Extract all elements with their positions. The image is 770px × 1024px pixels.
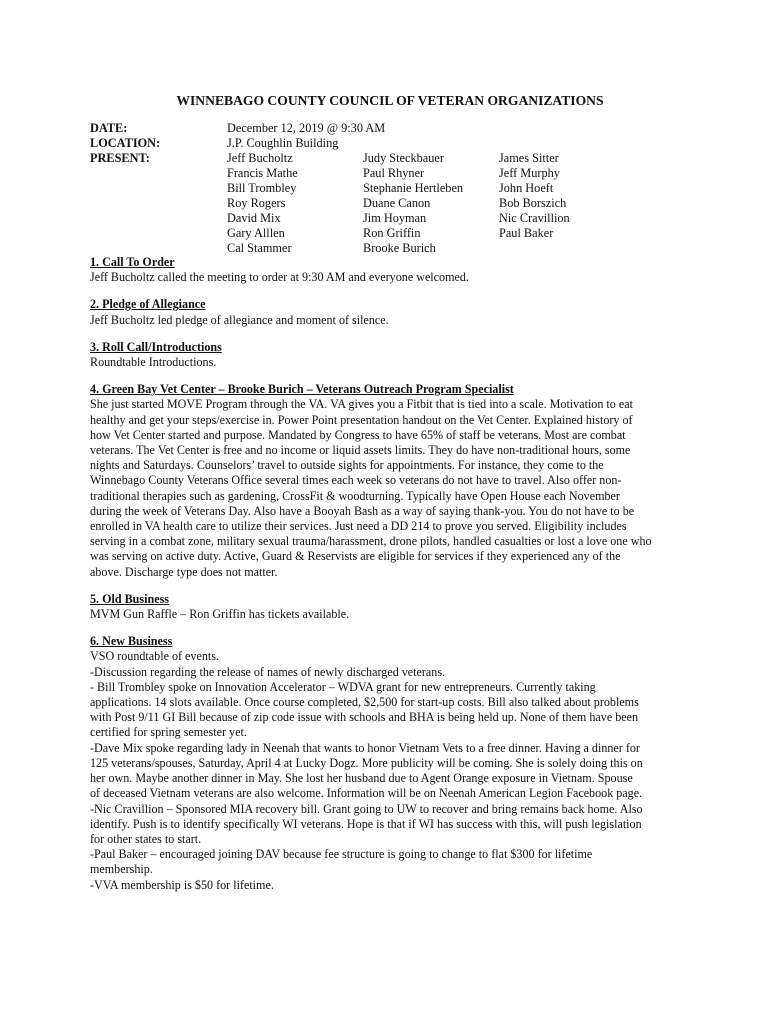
section-text-line: of deceased Vietnam veterans are also welcome. Information will be on Neenah American Legion Facebook page. bbox=[90, 786, 643, 801]
section-text-line: during the week of Veterans Day. Also have a Booyah Bash as a way of saying thank-you. You do not have to be bbox=[90, 503, 635, 518]
agenda-section bbox=[90, 634, 690, 892]
attendee-name: David Mix bbox=[227, 211, 281, 225]
section-text-line: her own. Maybe another dinner in May. She lost her husband due to Agent Orange exposure in Vietnam. Spouse bbox=[90, 771, 633, 786]
minutes-body bbox=[90, 255, 690, 893]
section-text-line: was serving on active duty. Active, Guard & Reservists are eligible for services if they experienced any of the bbox=[90, 549, 621, 564]
section-text-line: Roundtable Introductions. bbox=[90, 355, 217, 370]
agenda-section bbox=[90, 340, 690, 370]
attendee-name: Gary Alllen bbox=[227, 226, 285, 240]
section-heading: 4. Green Bay Vet Center – Brooke Burich – Veterans Outreach Program Specialist bbox=[90, 382, 514, 397]
attendees-column-3 bbox=[499, 151, 570, 241]
section-text-line: serving in a combat zone, military sexual trauma/harassment, drone pilots, handled casualties or lost a love one who bbox=[90, 534, 652, 549]
section-heading: 5. Old Business bbox=[90, 591, 169, 606]
section-text-line: Jeff Bucholtz called the meeting to order at 9:30 AM and everyone welcomed. bbox=[90, 270, 469, 285]
section-text-line: -VVA membership is $50 for lifetime. bbox=[90, 877, 274, 892]
section-text-line: VSO roundtable of events. bbox=[90, 649, 219, 664]
section-text-line: membership. bbox=[90, 862, 153, 877]
section-text-line: with Post 9/11 GI Bill because of zip code issue with schools and BHA is being held up. None of them have been bbox=[90, 710, 639, 725]
attendee-name: Nic Cravillion bbox=[499, 211, 570, 225]
section-text-line: applications. 14 slots available. Once course completed, $2,500 for start-up costs. Bill also talked about problems bbox=[90, 695, 639, 710]
attendee-name: Jeff Bucholtz bbox=[227, 151, 293, 165]
agenda-section bbox=[90, 255, 690, 285]
section-text-line: Winnebago County Veterans Office several times each week so veterans do not have to travel. Also offer non- bbox=[90, 473, 622, 488]
section-text-line: traditional therapies such as gardening, CrossFit & woodturning. Typically have Open House each November bbox=[90, 488, 620, 503]
attendee-name: Paul Baker bbox=[499, 226, 554, 240]
date-value: December 12, 2019 @ 9:30 AM bbox=[227, 121, 386, 135]
attendee-name: Francis Mathe bbox=[227, 166, 298, 180]
attendee-name: Bill Trombley bbox=[227, 181, 297, 195]
attendee-name: Cal Stammer bbox=[227, 241, 292, 255]
section-text-line: identify. Push is to identify specifically WI veterans. Hope is that if WI has success with this, will push legislation bbox=[90, 816, 642, 831]
section-text-line: for other states to start. bbox=[90, 831, 202, 846]
attendee-name: Duane Canon bbox=[363, 196, 431, 210]
attendee-name: Roy Rogers bbox=[227, 196, 286, 210]
section-text-line: nights and Saturdays. Counselors’ travel to outside sights for appointments. For instance, they come to the bbox=[90, 458, 604, 473]
agenda-section bbox=[90, 382, 690, 580]
section-text-line: healthy and get your steps/exercise in. Power Point presentation handout on the Vet Center. Explained history of bbox=[90, 412, 633, 427]
document-title: WINNEBAGO COUNTY COUNCIL OF VETERAN ORGANIZATIONS bbox=[176, 93, 604, 108]
attendees-column-1 bbox=[227, 151, 298, 256]
attendees-column-2 bbox=[363, 151, 463, 256]
section-heading: 3. Roll Call/Introductions bbox=[90, 339, 222, 354]
section-heading: 1. Call To Order bbox=[90, 255, 175, 269]
attendee-name: Jim Hoyman bbox=[363, 211, 427, 225]
section-text-line: - Bill Trombley spoke on Innovation Accelerator – WDVA grant for new entrepreneurs. Currently taking bbox=[90, 679, 596, 694]
section-text-line: above. Discharge type does not matter. bbox=[90, 564, 278, 579]
section-text-line: -Dave Mix spoke regarding lady in Neenah that wants to honor Vietnam Vets to a free dinner. Having a dinner for bbox=[90, 740, 640, 755]
attendee-name: Paul Rhyner bbox=[363, 166, 425, 180]
section-text-line: enrolled in VA health care to utilize their services. Just need a DD 214 to prove you served. Eligibility includes bbox=[90, 519, 627, 534]
section-text-line: She just started MOVE Program through the VA. VA gives you a Fitbit that is tied into a scale. Motivation to eat bbox=[90, 397, 633, 412]
section-text-line: -Nic Cravillion – Sponsored MIA recovery bill. Grant going to UW to recover and bring remains back home. Also bbox=[90, 801, 643, 816]
attendee-name: James Sitter bbox=[499, 151, 559, 165]
section-text-line: -Paul Baker – encouraged joining DAV because fee structure is going to change to flat $300 for lifetime bbox=[90, 847, 593, 862]
section-text-line: certified for spring semester yet. bbox=[90, 725, 247, 740]
section-text-line: MVM Gun Raffle – Ron Griffin has tickets available. bbox=[90, 607, 350, 622]
section-text-line: -Discussion regarding the release of names of newly discharged veterans. bbox=[90, 664, 446, 679]
attendee-name: Judy Steckbauer bbox=[363, 151, 444, 165]
present-label: PRESENT: bbox=[90, 151, 150, 165]
attendee-name: Jeff Murphy bbox=[499, 166, 560, 180]
agenda-section bbox=[90, 297, 690, 327]
section-heading: 6. New Business bbox=[90, 634, 173, 649]
attendee-name: Bob Borszich bbox=[499, 196, 567, 210]
section-heading: 2. Pledge of Allegiance bbox=[90, 297, 206, 312]
section-text-line: Jeff Bucholtz led pledge of allegiance and moment of silence. bbox=[90, 312, 389, 327]
attendee-name: Brooke Burich bbox=[363, 241, 436, 255]
date-label: DATE: bbox=[90, 121, 128, 135]
section-text-line: 125 veterans/spouses, Saturday, April 4 at Lucky Dogz. More publicity will be coming. She is solely doing this on bbox=[90, 755, 643, 770]
attendee-name: John Hoeft bbox=[499, 181, 554, 195]
section-text-line: veterans. The Vet Center is free and no income or liquid assets limits. They do have non-traditional hours, some bbox=[90, 443, 631, 458]
document-page bbox=[90, 93, 690, 893]
agenda-section bbox=[90, 592, 690, 622]
section-text-line: how Vet Center started and purpose. Mandated by Congress to have 65% of staff be veterans. Most are combat bbox=[90, 427, 626, 442]
attendee-name: Ron Griffin bbox=[363, 226, 421, 240]
location-value: J.P. Coughlin Building bbox=[227, 136, 339, 150]
attendee-name: Stephanie Hertleben bbox=[363, 181, 464, 195]
meeting-header bbox=[90, 121, 690, 255]
location-label: LOCATION: bbox=[90, 136, 161, 150]
